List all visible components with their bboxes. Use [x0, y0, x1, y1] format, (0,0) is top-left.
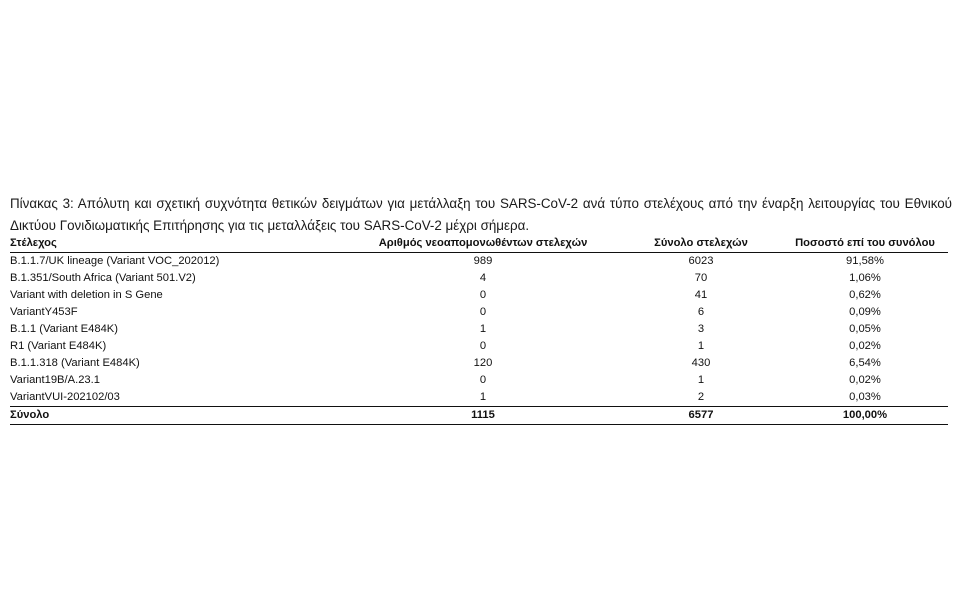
cell-total: 1 [697, 340, 705, 352]
cell-percent: 0,02% [849, 340, 881, 352]
cell-isolated: 1 [479, 391, 487, 403]
cell-percent: 0,03% [849, 391, 881, 403]
cell-total: 6 [697, 306, 705, 318]
table-row [10, 253, 948, 271]
cell-isolated: 4 [479, 272, 487, 284]
header-isolated: Αριθμός νεοαπομονωθέντων στελεχών [346, 235, 620, 253]
cell-percent: 6,54% [849, 357, 881, 369]
cell-isolated: 0 [479, 306, 487, 318]
cell-percent: 91,58% [846, 255, 884, 267]
header-percent: Ποσοστό επί του συνόλου [782, 235, 948, 253]
cell-total: 6023 [688, 255, 714, 267]
table-caption: Πίνακας 3: Απόλυτη και σχετική συχνότητα θετικών δειγμάτων για μετάλλαξη του SARS-CoV-2 ανά τύπο στελέχους από την έναρξη λειτουργίας του Εθνικού Δικτύου Γονιδιωματικής Επιτήρησης για τις μεταλλάξεις του SARS-CoV-2 μέχρι σήμερα. [10, 196, 952, 234]
cell-strain: B.1.1.318 (Variant E484K) [10, 357, 140, 369]
table-footer [10, 407, 948, 425]
cell-strain: Variant19B/A.23.1 [10, 374, 100, 386]
cell-isolated: 0 [479, 289, 487, 301]
cell-percent: 1,06% [849, 272, 881, 284]
cell-strain: R1 (Variant E484K) [10, 340, 107, 352]
table-header [10, 235, 948, 253]
variants-table [10, 235, 948, 425]
cell-isolated: 0 [479, 374, 487, 386]
cell-strain: B.1.1 (Variant E484K) [10, 323, 118, 335]
table-row [10, 389, 948, 407]
table-row [10, 321, 948, 338]
cell-isolated: 989 [473, 255, 493, 267]
total-total: 6577 [620, 407, 782, 425]
total-percent: 100,00% [782, 407, 948, 425]
cell-total: 2 [697, 391, 705, 403]
total-row [10, 407, 948, 425]
cell-total: 41 [694, 289, 708, 301]
header-row [10, 235, 948, 253]
cell-percent: 0,09% [849, 306, 881, 318]
header-total: Σύνολο στελεχών [620, 235, 782, 253]
table-body [10, 253, 948, 407]
total-isolated: 1115 [346, 407, 620, 425]
cell-total: 70 [694, 272, 708, 284]
cell-isolated: 1 [479, 323, 487, 335]
cell-strain: Variant with deletion in S Gene [10, 289, 163, 301]
cell-isolated: 120 [473, 357, 493, 369]
cell-total: 1 [697, 374, 705, 386]
total-label: Σύνολο [10, 407, 346, 425]
cell-total: 430 [691, 357, 711, 369]
cell-strain: VariantVUI-202102/03 [10, 391, 120, 403]
table-row [10, 355, 948, 372]
cell-strain: B.1.1.7/UK lineage (Variant VOC_202012) [10, 255, 220, 267]
cell-percent: 0,62% [849, 289, 881, 301]
cell-isolated: 0 [479, 340, 487, 352]
cell-total: 3 [697, 323, 705, 335]
table-row [10, 338, 948, 355]
cell-strain: VariantY453F [10, 306, 78, 318]
table-row [10, 287, 948, 304]
table-row [10, 304, 948, 321]
cell-percent: 0,02% [849, 374, 881, 386]
cell-strain: B.1.351/South Africa (Variant 501.V2) [10, 272, 196, 284]
table-row [10, 372, 948, 389]
cell-percent: 0,05% [849, 323, 881, 335]
table-row [10, 270, 948, 287]
header-strain: Στέλεχος [10, 235, 346, 253]
